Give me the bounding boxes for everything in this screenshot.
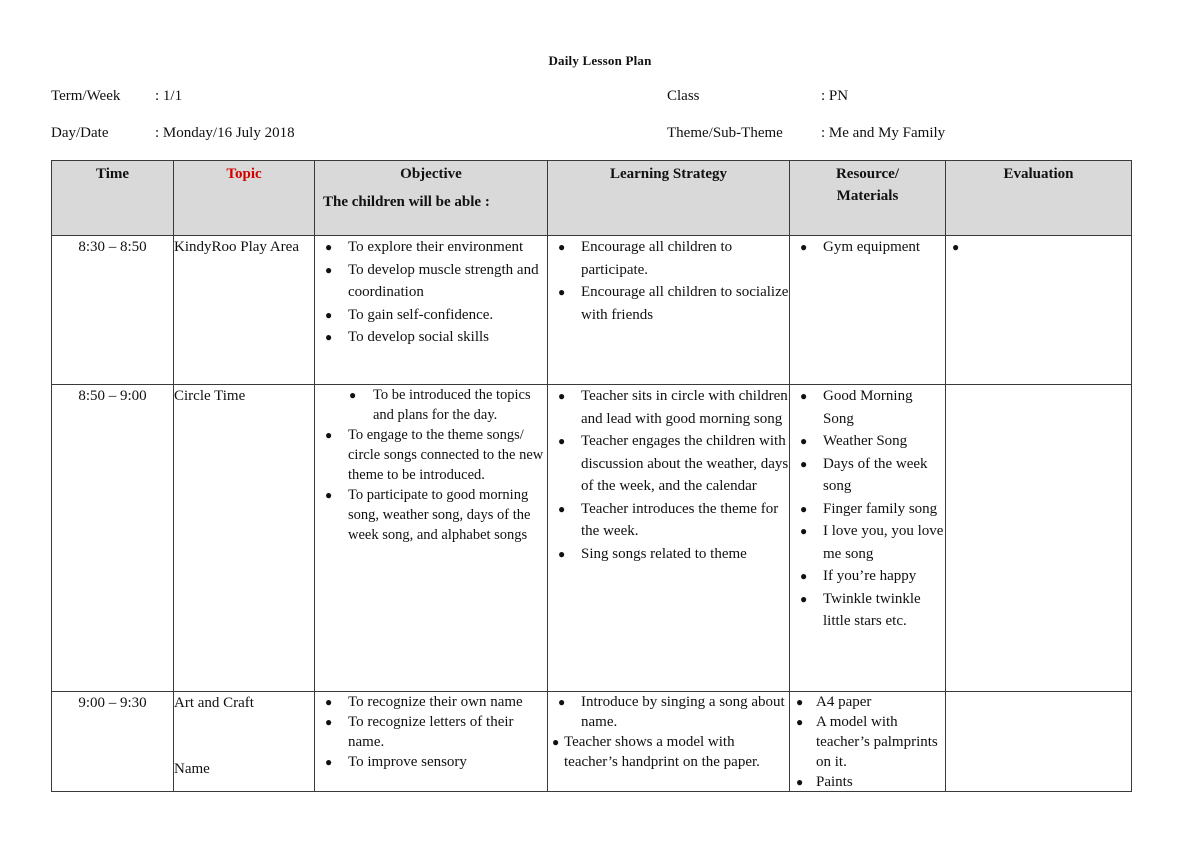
table-row xyxy=(52,236,1132,385)
bullet-icon: ● xyxy=(800,240,808,254)
bullet-icon: ● xyxy=(558,501,566,516)
bullet-icon: ● xyxy=(558,240,566,254)
theme-value: : Me and My Family xyxy=(821,125,946,141)
list-item: ● Teacher sits in circle with children and lead with good morning song xyxy=(548,385,789,430)
row-strategies xyxy=(548,236,790,385)
lesson-plan-table xyxy=(51,160,1132,792)
list-item: ● To engage to the theme songs/ circle songs connected to the new theme to be introduced. xyxy=(325,427,544,483)
bullet-icon: ● xyxy=(325,715,333,729)
header-topic: Topic xyxy=(174,161,315,236)
bullet-icon: ● xyxy=(800,569,808,583)
day-date-label: Day/Date xyxy=(51,125,109,141)
bullet-icon: ● xyxy=(558,285,566,299)
row-topic: Circle Time xyxy=(174,385,315,692)
bullet-icon: ● xyxy=(558,389,566,403)
bullet-icon: ● xyxy=(325,262,333,277)
list-item: ● Days of the week song xyxy=(790,453,945,498)
header-resources-line1: Resource/ xyxy=(835,166,900,182)
list-item: ● To participate to good morning song, weather song, days of the week song, and alphabet songs xyxy=(325,487,531,543)
list-item: ● I love you, you love me song xyxy=(790,520,945,565)
header-time: Time xyxy=(52,161,174,236)
row-time: 8:50 – 9:00 xyxy=(52,385,174,692)
bullet-icon: ● xyxy=(325,330,333,344)
term-week-value: : 1/1 xyxy=(155,88,183,104)
bullet-icon: ● xyxy=(325,240,333,254)
table-header-row xyxy=(52,161,1132,236)
list-item: ● To improve sensory xyxy=(325,754,467,770)
bullet-icon: ● xyxy=(325,695,333,709)
header-objective xyxy=(315,161,548,236)
bullet-icon: ● xyxy=(558,434,566,448)
list-item: ● Teacher engages the children with discussion about the weather, days of the week, and the calendar xyxy=(548,430,789,498)
list-item: ● A model with teacher’s palmprints on it. xyxy=(796,714,938,770)
list-item: ● Good Morning Song xyxy=(790,385,945,430)
row-objectives xyxy=(315,385,548,692)
list-item: ● To develop social skills xyxy=(315,326,547,349)
bullet-icon: ● xyxy=(796,715,804,729)
row-strategies xyxy=(548,385,790,692)
bullet-icon: ● xyxy=(800,591,808,606)
row-resources xyxy=(790,385,946,692)
bullet-icon: ● xyxy=(325,307,333,322)
row-time: 9:00 – 9:30 xyxy=(52,692,174,792)
row-resources xyxy=(790,236,946,385)
class-value: : PN xyxy=(821,88,849,104)
header-evaluation: Evaluation xyxy=(946,161,1132,236)
header-objective-label: Objective xyxy=(400,166,462,182)
list-item: ● To develop muscle strength and coordination xyxy=(315,259,547,304)
row-topic: KindyRoo Play Area xyxy=(174,236,315,385)
bullet-icon: ● xyxy=(325,755,333,769)
bullet-icon: ● xyxy=(800,434,808,448)
list-item: ● Paints xyxy=(796,774,853,790)
list-item: ● Gym equipment xyxy=(790,236,945,259)
list-item: ● Weather Song xyxy=(790,430,945,453)
list-item: ● Sing songs related to theme xyxy=(548,543,789,566)
class-label: Class xyxy=(667,88,700,104)
list-item: ● Introduce by singing a song about name. xyxy=(558,694,785,730)
row-topic xyxy=(174,692,315,792)
table-row xyxy=(52,385,1132,692)
list-item: ● Teacher introduces the theme for the week. xyxy=(548,498,789,543)
list-item: ● To recognize their own name xyxy=(325,694,523,710)
bullet-icon: ● xyxy=(349,388,357,402)
document-title: Daily Lesson Plan xyxy=(548,53,652,68)
term-week-label: Term/Week xyxy=(51,88,121,104)
list-item: ● Encourage all children to participate. xyxy=(548,236,789,281)
list-item: ● To be introduced the topics and plans for the day. xyxy=(349,387,531,423)
list-item: ● If you’re happy xyxy=(790,565,945,588)
list-item: ● Teacher shows a model with teacher’s handprint on the paper. xyxy=(552,734,760,770)
header-strategy: Learning Strategy xyxy=(548,161,790,236)
list-item: ● A4 paper xyxy=(796,694,872,710)
list-item: ● To explore their environment xyxy=(315,236,547,259)
row-evaluation xyxy=(946,692,1132,792)
row-strategies xyxy=(548,692,790,792)
bullet-icon: ● xyxy=(800,524,808,538)
bullet-icon: ● xyxy=(558,546,566,561)
list-item: ● Encourage all children to socialize with friends xyxy=(548,281,789,326)
bullet-icon: ● xyxy=(952,240,960,254)
table-row xyxy=(52,692,1132,792)
bullet-icon: ● xyxy=(796,775,804,789)
row-topic-line2: Name xyxy=(174,761,210,777)
row-evaluation xyxy=(946,385,1132,692)
header-resources-line2: Materials xyxy=(836,188,899,204)
list-item: ● To recognize letters of their name. xyxy=(325,714,514,750)
row-topic-line1: Art and Craft xyxy=(174,695,254,711)
bullet-icon: ● xyxy=(552,735,560,749)
theme-label: Theme/Sub-Theme xyxy=(667,125,783,141)
bullet-icon: ● xyxy=(325,488,333,502)
bullet-icon: ● xyxy=(325,428,333,442)
bullet-icon: ● xyxy=(800,456,808,471)
bullet-icon: ● xyxy=(558,695,566,709)
row-evaluation xyxy=(946,236,1132,385)
header-resources xyxy=(790,161,946,236)
row-objectives xyxy=(315,692,548,792)
list-item: ● To gain self-confidence. xyxy=(315,304,547,327)
bullet-icon: ● xyxy=(796,695,804,709)
list-item: ● Finger family song xyxy=(790,498,945,521)
bullet-icon: ● xyxy=(800,389,808,403)
row-time: 8:30 – 8:50 xyxy=(52,236,174,385)
row-resources xyxy=(790,692,946,792)
header-objective-subtitle: The children will be able : xyxy=(323,194,490,210)
day-date-value: : Monday/16 July 2018 xyxy=(155,125,295,141)
row-objectives xyxy=(315,236,548,385)
bullet-icon: ● xyxy=(800,501,808,516)
list-item: ● Twinkle twinkle little stars etc. xyxy=(790,588,945,633)
